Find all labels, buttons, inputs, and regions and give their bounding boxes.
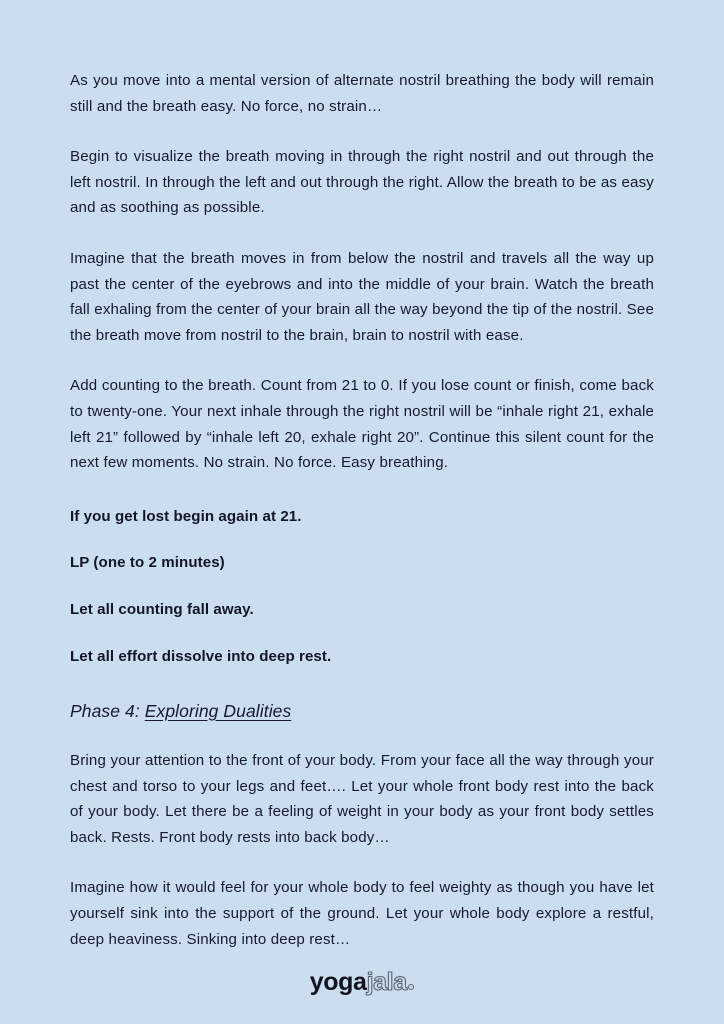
paragraph-intro: As you move into a mental version of alternate nostril breathing the body will remain still and the breath easy. No force, no strain… — [70, 72, 654, 115]
paragraph-weighty-body: Imagine how it would feel for your whole body to feel weighty as though you have let yourself sink into the support of the ground. Let your whole body explore a restful, deep heaviness. Sinking into deep rest… — [70, 879, 654, 948]
paragraph-counting: Add counting to the breath. Count from 21 to 0. If you lose count or finish, come back to twenty-one. Your next inhale through the right nostril will be “inhale right 21, exhale left 21” followed by “inhale left 20, exhale right 20”. Continue this silent count for the next few moments. No strain. No force. Easy breathing. — [70, 377, 654, 472]
phase-heading-prefix: Phase 4: — [70, 701, 145, 722]
yogajala-logo — [310, 970, 415, 995]
bold-statements-group — [70, 504, 654, 669]
bold-line-begin-again: If you get lost begin again at 21. — [70, 507, 302, 525]
paragraph-front-body: Bring your attention to the front of your body. From your face all the way through your chest and torso to your legs and feet…. Let your whole front body rest into the back of your body. Let there be a feeling of weight in your body as your front body settles back. Rests. Front body rests into back body… — [70, 752, 654, 846]
page-footer — [0, 970, 724, 1004]
bold-line-lp-duration: LP (one to 2 minutes) — [70, 554, 225, 572]
logo-text-yoga: yoga — [309, 968, 367, 996]
logo-text-jala: jala — [366, 968, 407, 996]
paragraph-visualize-breath: Begin to visualize the breath moving in through the right nostril and out through the left nostril. In through the left and out through the right. Allow the breath to be as easy and as soothing as possible. — [70, 148, 654, 217]
phase-heading-title: Exploring Dualities — [144, 701, 292, 722]
paragraph-breath-path: Imagine that the breath moves in from below the nostril and travels all the way up past the center of the eyebrows and into the middle of your brain. Watch the breath fall exhaling from the center of your brain all the way beyond the tip of the nostril. See the breath move from nostril to the brain, brain to nostril with ease. — [70, 249, 654, 344]
phase-heading — [70, 698, 654, 724]
document-body — [70, 68, 654, 952]
logo-dot-icon — [408, 984, 414, 990]
bold-line-counting-fall-away: Let all counting fall away. — [70, 600, 254, 618]
bold-line-effort-dissolve: Let all effort dissolve into deep rest. — [70, 647, 332, 665]
